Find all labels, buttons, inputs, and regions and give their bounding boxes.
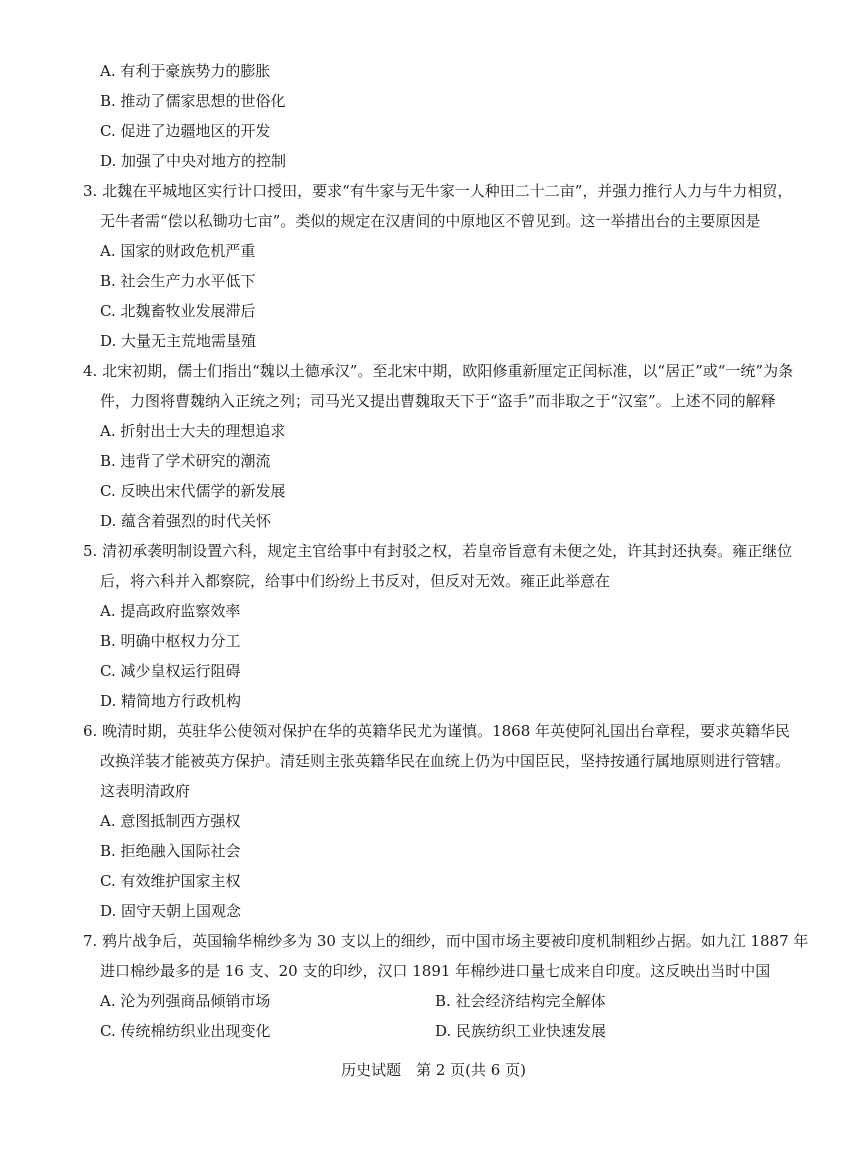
q5-stem-line-1: 5. 清初承袭明制设置六科，规定主官给事中有封驳之权，若皇帝旨意有未便之处，许其封还执奏。雍正继位 bbox=[83, 542, 793, 560]
q5-stem-line-2: 后，将六科并入都察院，给事中们纷纷上书反对，但反对无效。雍正此举意在 bbox=[100, 572, 611, 590]
q3-stem-line-1: 3. 北魏在平城地区实行计口授田，要求“有牛家与无牛家一人种田二十二亩”，并强力推行人力与牛力相贸， bbox=[83, 182, 793, 200]
q3-option-b: B. 社会生产力水平低下 bbox=[100, 272, 256, 290]
q7-stem-line-1: 7. 鸦片战争后，英国输华棉纱多为 30 支以上的细纱，而中国市场主要被印度机制粗纱占据。如九江 1887 年 bbox=[83, 932, 809, 950]
q7-option-d: D. 民族纺织工业快速发展 bbox=[435, 1022, 607, 1040]
q6-stem-line-3: 这表明清政府 bbox=[100, 782, 191, 800]
q6-option-a: A. 意图抵制西方强权 bbox=[100, 812, 241, 830]
q5-option-d: D. 精简地方行政机构 bbox=[100, 692, 242, 710]
q4-option-b: B. 违背了学术研究的潮流 bbox=[100, 452, 271, 470]
q7-option-b: B. 社会经济结构完全解体 bbox=[435, 992, 606, 1010]
q7-stem-line-2: 进口棉纱最多的是 16 支、20 支的印纱，汉口 1891 年棉纱进口量七成来自印度。这反映出当时中国 bbox=[100, 962, 771, 980]
q6-stem-line-2: 改换洋装才能被英方保护。清廷则主张英籍华民在血统上仍为中国臣民，坚持按通行属地原则进行管辖。 bbox=[100, 752, 791, 770]
q2-option-d: D. 加强了中央对地方的控制 bbox=[100, 152, 287, 170]
q4-option-d: D. 蕴含着强烈的时代关怀 bbox=[100, 512, 272, 530]
q5-option-a: A. 提高政府监察效率 bbox=[100, 602, 241, 620]
q7-option-c: C. 传统棉纺织业出现变化 bbox=[100, 1022, 271, 1040]
q3-option-c: C. 北魏畜牧业发展滞后 bbox=[100, 302, 256, 320]
q3-option-d: D. 大量无主荒地需垦殖 bbox=[100, 332, 257, 350]
page-footer: 历史试题 第 2 页(共 6 页) bbox=[341, 1061, 526, 1079]
q4-stem-line-1: 4. 北宋初期，儒士们指出“魏以土德承汉”。至北宋中期，欧阳修重新厘定正闰标准，以“居正”或“一统”为条 bbox=[83, 362, 794, 380]
q6-option-c: C. 有效维护国家主权 bbox=[100, 872, 241, 890]
q2-option-b: B. 推动了儒家思想的世俗化 bbox=[100, 92, 286, 110]
q5-option-b: B. 明确中枢权力分工 bbox=[100, 632, 241, 650]
q3-option-a: A. 国家的财政危机严重 bbox=[100, 242, 256, 260]
q4-stem-line-2: 件，力图将曹魏纳入正统之列；司马光又提出曹魏取天下于“盗手”而非取之于“汉室”。上述不同的解释 bbox=[100, 392, 776, 410]
q4-option-a: A. 折射出士大夫的理想追求 bbox=[100, 422, 286, 440]
q3-stem-line-2: 无牛者需“偿以私锄功七亩”。类似的规定在汉唐间的中原地区不曾见到。这一举措出台的主要原因是 bbox=[100, 212, 761, 230]
q5-option-c: C. 减少皇权运行阻碍 bbox=[100, 662, 241, 680]
q6-option-d: D. 固守天朝上国观念 bbox=[100, 902, 242, 920]
q7-option-a: A. 沦为列强商品倾销市场 bbox=[100, 992, 271, 1010]
q2-option-c: C. 促进了边疆地区的开发 bbox=[100, 122, 271, 140]
q6-option-b: B. 拒绝融入国际社会 bbox=[100, 842, 241, 860]
q2-option-a: A. 有利于豪族势力的膨胀 bbox=[100, 62, 271, 80]
q6-stem-line-1: 6. 晚清时期，英驻华公使领对保护在华的英籍华民尤为谨慎。1868 年英使阿礼国出台章程，要求英籍华民 bbox=[83, 722, 791, 740]
q4-option-c: C. 反映出宋代儒学的新发展 bbox=[100, 482, 286, 500]
